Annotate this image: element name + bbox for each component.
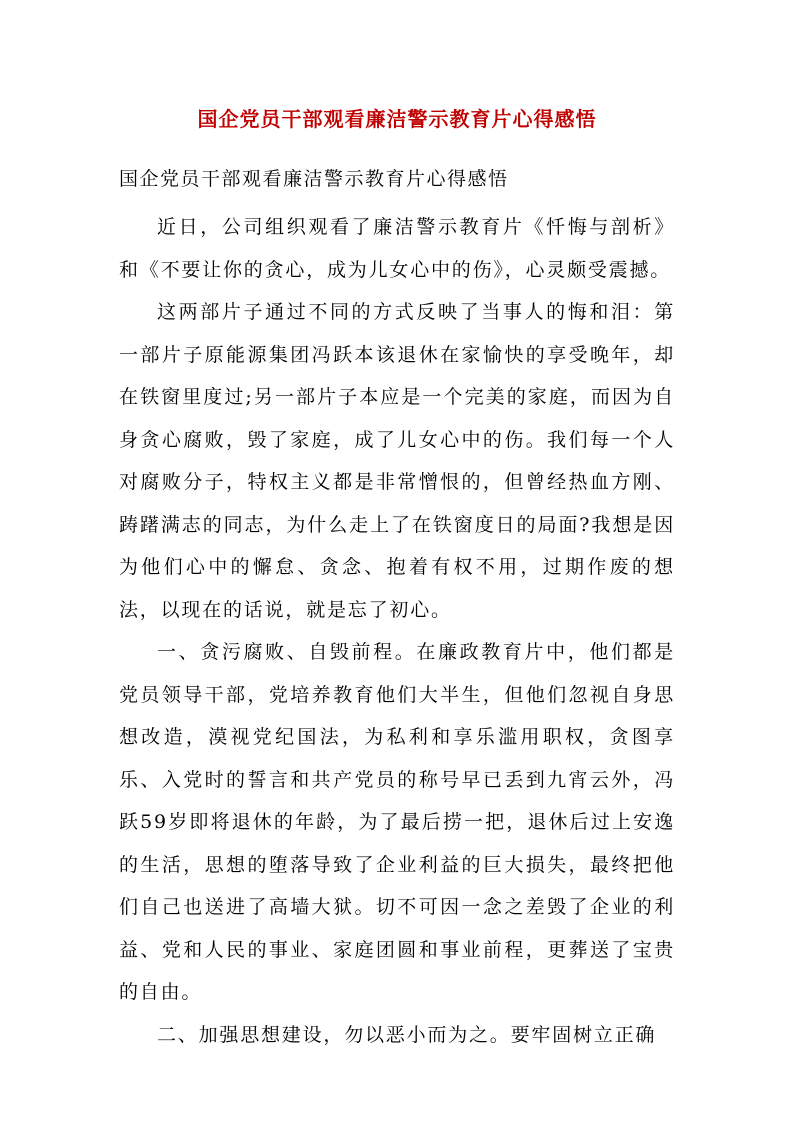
paragraph-1: 近日，公司组织观看了廉洁警示教育片《忏悔与剖析》和《不要让你的贪心，成为儿女心中的伤》，心灵颇受震撼。 bbox=[119, 216, 675, 281]
paragraph-2: 这两部片子通过不同的方式反映了当事人的悔和泪：第一部片子原能源集团冯跃本该退休在家愉快的享受晚年，却在铁窗里度过;另一部片子本应是一个完美的家庭，而因为自身贪心腐败，毁了家庭，成了儿女心中的伤。我们每一个人对腐败分子，特权主义都是非常憎恨的，但曾经热血方刚、踌躇满志的同志，为什么走上了在铁窗度日的局面?我想是因为他们心中的懈怠、贪念、抱着有权不用，过期作废的想法，以现在的话说，就是忘了初心。 bbox=[119, 301, 675, 621]
document-body bbox=[119, 206, 675, 1056]
paragraph-3: 一、贪污腐败、自毁前程。在廉政教育片中，他们都是党员领导干部，党培养教育他们大半生，但他们忽视自身思想改造，漠视党纪国法，为私利和享乐滥用职权，贪图享乐、入党时的誓言和共产党员的称号早已丢到九宵云外，冯跃59岁即将退休的年龄，为了最后捞一把，退休后过上安逸的生活，思想的堕落导致了企业利益的巨大损失，最终把他们自己也送进了高墙大狱。切不可因一念之差毁了企业的利益、党和人民的事业、家庭团圆和事业前程，更葬送了宝贵的自由。 bbox=[119, 641, 675, 1003]
document-subtitle: 国企党员干部观看廉洁警示教育片心得感悟 bbox=[119, 168, 509, 190]
document-title: 国企党员干部观看廉洁警示教育片心得感悟 bbox=[197, 107, 597, 131]
paragraph-4: 二、加强思想建设，勿以恶小而为之。要牢固树立正确 bbox=[157, 1023, 657, 1046]
